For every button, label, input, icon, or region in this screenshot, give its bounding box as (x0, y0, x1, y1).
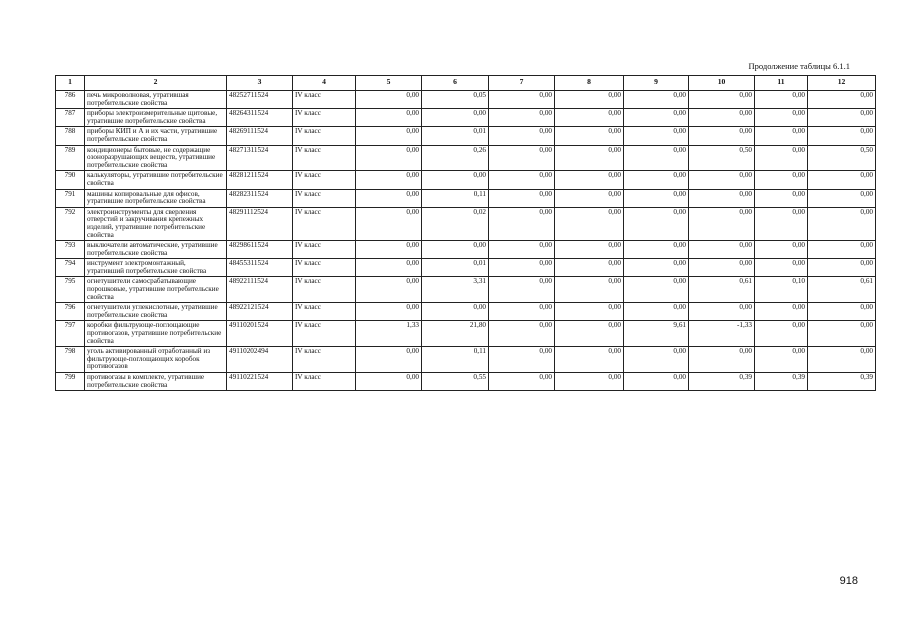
col-10-cell: 0,50 (689, 145, 755, 171)
col-5-cell: 0,00 (356, 127, 422, 145)
table-row (56, 127, 876, 145)
column-header-5: 5 (356, 76, 422, 91)
hazard-class-cell: IV класс (293, 259, 356, 277)
col-8-cell: 0,00 (555, 189, 624, 207)
col-12-cell: 0,39 (808, 373, 876, 391)
row-number-cell: 799 (56, 373, 85, 391)
col-8-cell: 0,00 (555, 347, 624, 373)
col-9-cell: 0,00 (624, 277, 689, 303)
col-9-cell: 0,00 (624, 127, 689, 145)
hazard-class-cell: IV класс (293, 321, 356, 347)
col-6-cell: 3,31 (422, 277, 489, 303)
col-12-cell: 0,00 (808, 109, 876, 127)
col-10-cell: 0,39 (689, 373, 755, 391)
col-10-cell: 0,00 (689, 91, 755, 109)
fkko-code-cell: 48271311524 (227, 145, 293, 171)
col-6-cell: 0,00 (422, 241, 489, 259)
row-number-cell: 790 (56, 171, 85, 189)
col-9-cell: 0,00 (624, 189, 689, 207)
col-7-cell: 0,00 (489, 277, 555, 303)
col-12-cell: 0,00 (808, 189, 876, 207)
waste-name-cell: приборы КИП и А и их части, утратившие потребительские свойства (85, 127, 227, 145)
hazard-class-cell: IV класс (293, 127, 356, 145)
col-7-cell: 0,00 (489, 109, 555, 127)
col-6-cell: 0,00 (422, 109, 489, 127)
hazard-class-cell: IV класс (293, 207, 356, 240)
col-10-cell: 0,00 (689, 127, 755, 145)
waste-name-cell: электроинструменты для сверления отверстий и закручивания крепежных изделий, утратившие потребительские свойства (85, 207, 227, 240)
col-5-cell: 0,00 (356, 189, 422, 207)
waste-name-cell: коробки фильтрующе-поглощающие противогазов, утратившие потребительские свойства (85, 321, 227, 347)
column-header-1: 1 (56, 76, 85, 91)
table-row (56, 277, 876, 303)
col-5-cell: 0,00 (356, 277, 422, 303)
row-number-cell: 791 (56, 189, 85, 207)
column-header-9: 9 (624, 76, 689, 91)
table-row (56, 91, 876, 109)
table-row (56, 109, 876, 127)
hazard-class-cell: IV класс (293, 189, 356, 207)
col-12-cell: 0,00 (808, 347, 876, 373)
table-row (56, 171, 876, 189)
column-header-10: 10 (689, 76, 755, 91)
col-12-cell: 0,00 (808, 321, 876, 347)
waste-name-cell: уголь активированный отработанный из фильтрующе-поглощающих коробок противогазов (85, 347, 227, 373)
column-header-3: 3 (227, 76, 293, 91)
col-6-cell: 0,00 (422, 303, 489, 321)
col-10-cell: 0,00 (689, 241, 755, 259)
col-5-cell: 1,33 (356, 321, 422, 347)
column-header-7: 7 (489, 76, 555, 91)
row-number-cell: 795 (56, 277, 85, 303)
col-11-cell: 0,00 (755, 189, 808, 207)
col-8-cell: 0,00 (555, 91, 624, 109)
row-number-cell: 789 (56, 145, 85, 171)
col-11-cell: 0,00 (755, 207, 808, 240)
waste-name-cell: кондиционеры бытовые, не содержащие озоноразрушающих веществ, утратившие потребительские свойства (85, 145, 227, 171)
column-header-6: 6 (422, 76, 489, 91)
col-6-cell: 0,11 (422, 189, 489, 207)
col-7-cell: 0,00 (489, 171, 555, 189)
col-11-cell: 0,00 (755, 259, 808, 277)
table-body (56, 91, 876, 391)
hazard-class-cell: IV класс (293, 91, 356, 109)
waste-name-cell: печь микроволновая, утратившая потребительские свойства (85, 91, 227, 109)
col-7-cell: 0,00 (489, 127, 555, 145)
row-number-cell: 796 (56, 303, 85, 321)
col-7-cell: 0,00 (489, 321, 555, 347)
col-9-cell: 0,00 (624, 347, 689, 373)
col-12-cell: 0,50 (808, 145, 876, 171)
fkko-code-cell: 48264311524 (227, 109, 293, 127)
col-5-cell: 0,00 (356, 373, 422, 391)
col-12-cell: 0,00 (808, 207, 876, 240)
col-7-cell: 0,00 (489, 303, 555, 321)
col-7-cell: 0,00 (489, 241, 555, 259)
row-number-cell: 794 (56, 259, 85, 277)
col-9-cell: 0,00 (624, 373, 689, 391)
col-6-cell: 0,55 (422, 373, 489, 391)
column-header-11: 11 (755, 76, 808, 91)
col-9-cell: 0,00 (624, 109, 689, 127)
fkko-code-cell: 48252711524 (227, 91, 293, 109)
fkko-code-cell: 49110202494 (227, 347, 293, 373)
row-number-cell: 788 (56, 127, 85, 145)
col-5-cell: 0,00 (356, 207, 422, 240)
fkko-code-cell: 48298611524 (227, 241, 293, 259)
column-header-4: 4 (293, 76, 356, 91)
waste-name-cell: калькуляторы, утратившие потребительские свойства (85, 171, 227, 189)
row-number-cell: 793 (56, 241, 85, 259)
col-6-cell: 0,11 (422, 347, 489, 373)
col-10-cell: -1,33 (689, 321, 755, 347)
col-7-cell: 0,00 (489, 347, 555, 373)
data-table (55, 75, 876, 391)
col-11-cell: 0,00 (755, 347, 808, 373)
col-8-cell: 0,00 (555, 145, 624, 171)
col-9-cell: 0,00 (624, 145, 689, 171)
col-11-cell: 0,00 (755, 127, 808, 145)
col-5-cell: 0,00 (356, 109, 422, 127)
col-8-cell: 0,00 (555, 241, 624, 259)
row-number-cell: 798 (56, 347, 85, 373)
col-5-cell: 0,00 (356, 241, 422, 259)
col-7-cell: 0,00 (489, 145, 555, 171)
hazard-class-cell: IV класс (293, 145, 356, 171)
fkko-code-cell: 48922121524 (227, 303, 293, 321)
col-11-cell: 0,10 (755, 277, 808, 303)
col-12-cell: 0,00 (808, 259, 876, 277)
col-12-cell: 0,00 (808, 91, 876, 109)
col-8-cell: 0,00 (555, 127, 624, 145)
fkko-code-cell: 48269111524 (227, 127, 293, 145)
column-header-2: 2 (85, 76, 227, 91)
waste-name-cell: инструмент электромонтажный, утративший потребительские свойства (85, 259, 227, 277)
table-row (56, 241, 876, 259)
col-6-cell: 0,00 (422, 171, 489, 189)
hazard-class-cell: IV класс (293, 241, 356, 259)
col-10-cell: 0,00 (689, 207, 755, 240)
waste-name-cell: приборы электроизмерительные щитовые, утратившие потребительские свойства (85, 109, 227, 127)
fkko-code-cell: 48922111524 (227, 277, 293, 303)
hazard-class-cell: IV класс (293, 171, 356, 189)
fkko-code-cell: 48282311524 (227, 189, 293, 207)
col-10-cell: 0,61 (689, 277, 755, 303)
row-number-cell: 787 (56, 109, 85, 127)
hazard-class-cell: IV класс (293, 109, 356, 127)
col-11-cell: 0,00 (755, 241, 808, 259)
col-12-cell: 0,00 (808, 241, 876, 259)
col-10-cell: 0,00 (689, 171, 755, 189)
col-12-cell: 0,61 (808, 277, 876, 303)
col-10-cell: 0,00 (689, 259, 755, 277)
col-12-cell: 0,00 (808, 127, 876, 145)
table-row (56, 189, 876, 207)
row-number-cell: 797 (56, 321, 85, 347)
col-10-cell: 0,00 (689, 109, 755, 127)
waste-name-cell: противогазы в комплекте, утратившие потребительские свойства (85, 373, 227, 391)
col-8-cell: 0,00 (555, 207, 624, 240)
row-number-cell: 786 (56, 91, 85, 109)
col-9-cell: 0,00 (624, 259, 689, 277)
col-9-cell: 0,00 (624, 241, 689, 259)
fkko-code-cell: 48455311524 (227, 259, 293, 277)
fkko-code-cell: 49110201524 (227, 321, 293, 347)
waste-name-cell: огнетушители углекислотные, утратившие потребительские свойства (85, 303, 227, 321)
col-8-cell: 0,00 (555, 109, 624, 127)
col-9-cell: 0,00 (624, 171, 689, 189)
col-6-cell: 21,80 (422, 321, 489, 347)
col-8-cell: 0,00 (555, 373, 624, 391)
col-8-cell: 0,00 (555, 303, 624, 321)
column-header-8: 8 (555, 76, 624, 91)
page-number: 918 (839, 575, 858, 587)
col-7-cell: 0,00 (489, 189, 555, 207)
col-7-cell: 0,00 (489, 207, 555, 240)
table-row (56, 303, 876, 321)
col-8-cell: 0,00 (555, 171, 624, 189)
hazard-class-cell: IV класс (293, 277, 356, 303)
waste-name-cell: машины копировальные для офисов, утратившие потребительские свойства (85, 189, 227, 207)
col-8-cell: 0,00 (555, 321, 624, 347)
hazard-class-cell: IV класс (293, 347, 356, 373)
table-row (56, 207, 876, 240)
col-7-cell: 0,00 (489, 373, 555, 391)
col-11-cell: 0,00 (755, 109, 808, 127)
col-10-cell: 0,00 (689, 189, 755, 207)
col-6-cell: 0,01 (422, 127, 489, 145)
col-6-cell: 0,05 (422, 91, 489, 109)
table-row (56, 347, 876, 373)
col-10-cell: 0,00 (689, 347, 755, 373)
header-row (56, 76, 876, 91)
hazard-class-cell: IV класс (293, 373, 356, 391)
col-5-cell: 0,00 (356, 91, 422, 109)
col-12-cell: 0,00 (808, 171, 876, 189)
waste-name-cell: выключатели автоматические, утратившие потребительские свойства (85, 241, 227, 259)
col-6-cell: 0,26 (422, 145, 489, 171)
col-9-cell: 0,00 (624, 207, 689, 240)
col-11-cell: 0,39 (755, 373, 808, 391)
col-9-cell: 0,00 (624, 91, 689, 109)
row-number-cell: 792 (56, 207, 85, 240)
table-row (56, 373, 876, 391)
fkko-code-cell: 48291112524 (227, 207, 293, 240)
col-11-cell: 0,00 (755, 321, 808, 347)
waste-name-cell: огнетушители самосрабатывающие порошковые, утратившие потребительские свойства (85, 277, 227, 303)
col-5-cell: 0,00 (356, 171, 422, 189)
column-header-12: 12 (808, 76, 876, 91)
col-12-cell: 0,00 (808, 303, 876, 321)
col-6-cell: 0,01 (422, 259, 489, 277)
col-11-cell: 0,00 (755, 171, 808, 189)
col-5-cell: 0,00 (356, 303, 422, 321)
col-7-cell: 0,00 (489, 259, 555, 277)
col-9-cell: 9,61 (624, 321, 689, 347)
col-5-cell: 0,00 (356, 145, 422, 171)
col-8-cell: 0,00 (555, 259, 624, 277)
col-11-cell: 0,00 (755, 145, 808, 171)
col-11-cell: 0,00 (755, 303, 808, 321)
table-caption: Продолжение таблицы 6.1.1 (748, 61, 850, 71)
table-row (56, 145, 876, 171)
col-7-cell: 0,00 (489, 91, 555, 109)
col-10-cell: 0,00 (689, 303, 755, 321)
fkko-code-cell: 49110221524 (227, 373, 293, 391)
table-row (56, 321, 876, 347)
col-6-cell: 0,02 (422, 207, 489, 240)
col-9-cell: 0,00 (624, 303, 689, 321)
col-5-cell: 0,00 (356, 347, 422, 373)
fkko-code-cell: 48281211524 (227, 171, 293, 189)
table-row (56, 259, 876, 277)
col-8-cell: 0,00 (555, 277, 624, 303)
col-11-cell: 0,00 (755, 91, 808, 109)
hazard-class-cell: IV класс (293, 303, 356, 321)
col-5-cell: 0,00 (356, 259, 422, 277)
